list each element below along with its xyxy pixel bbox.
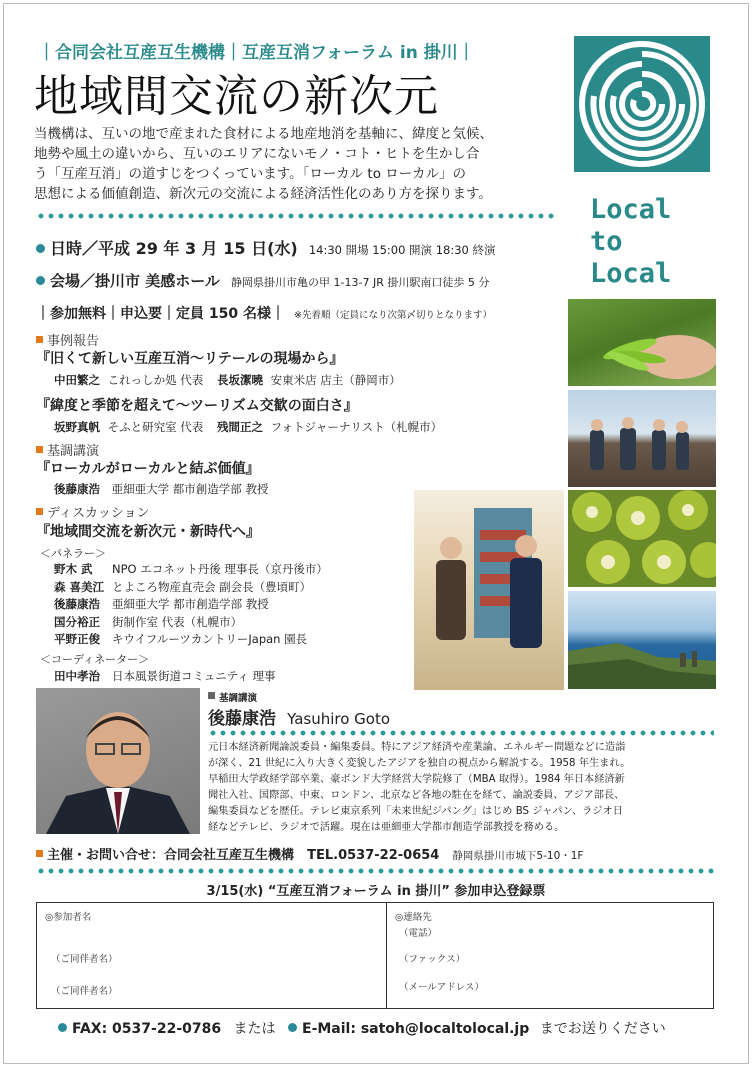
speaker-name: 森 喜美江 <box>54 579 105 594</box>
section-label: ディスカッション <box>47 506 150 521</box>
keynote-title: 『ローカルがローカルと結ぶ価値』 <box>36 461 260 477</box>
square-bullet-icon <box>36 850 43 857</box>
case1-title: 『旧くて新しい互産互消〜リテールの現場から』 <box>36 351 344 367</box>
bio-line: が深く、21 世紀に入り大きく変貌したアジアを独自の視点から解説する。1958 年生まれ。 <box>208 758 631 769</box>
panel-heading <box>36 502 150 521</box>
logo-wordmark <box>590 194 671 290</box>
speaker-name: 長坂潔曉 <box>216 373 263 387</box>
bio-line: 聞社入社、国際部、中東、ロンドン、北京など各地の駐在を経て、論説委員、アジア部長、 <box>208 790 625 801</box>
local-to-local-logo <box>572 34 712 174</box>
speaker-name: 後藤康浩 <box>54 482 100 496</box>
email-label: （メールアドレス） <box>399 982 485 993</box>
form-left-column <box>37 903 387 1008</box>
hand-with-leaves-image <box>568 299 716 386</box>
kiwi-photo <box>568 490 716 587</box>
venue-label: 会場／掛川市 美感ホール <box>50 272 220 290</box>
speaker-role: 亜細亜大学 都市創造学部 教授 <box>111 482 269 496</box>
speaker-role: 亜細亜大学 都市創造学部 教授 <box>112 597 269 612</box>
organizer-address: 静岡県掛川市城下5-10・1F <box>452 850 584 862</box>
bio-line: 元日本経済新聞論説委員・編集委員。特にアジア経済や産業論、エネルギー問題などに造詣 <box>208 742 626 753</box>
square-bullet-icon <box>36 446 43 453</box>
case-heading <box>36 330 99 349</box>
logo-line: Local <box>590 258 672 289</box>
coast-photo <box>568 591 716 689</box>
phone-label: （電話） <box>399 928 438 939</box>
profile-label-text: 基調講演 <box>219 693 258 704</box>
profile-label <box>208 690 257 704</box>
dotted-divider <box>208 730 714 736</box>
keynote-speaker <box>54 481 268 497</box>
case2-speakers <box>54 419 442 435</box>
panelist-list <box>54 561 328 649</box>
coordinator-label: ＜コーディネーター＞ <box>40 653 150 666</box>
square-bullet-icon <box>36 336 43 343</box>
footer-contact <box>58 1018 666 1038</box>
speaker-role: そふと研究室 代表 <box>107 420 204 434</box>
page-title: 地域間交流の新次元 <box>34 71 439 122</box>
sliced-kiwi-image <box>568 490 716 587</box>
portrait-image <box>36 688 200 834</box>
logo-line: to <box>590 226 623 257</box>
speaker-role: 安東米店 店主（静岡市） <box>270 373 401 387</box>
keynote-heading <box>36 440 99 459</box>
speaker-role: 街制作室 代表（札幌市） <box>112 614 243 629</box>
speaker-name: 坂野真帆 <box>54 420 100 434</box>
coastline-cliffs-image <box>568 591 716 689</box>
square-bullet-icon <box>36 508 43 515</box>
bio-line: 編集委員などを歴任。テレビ東京系列「未来世紀ジパング」はじめ BS ジャパン、ラジオ日 <box>208 806 623 817</box>
fax-label: （ファックス） <box>399 954 466 965</box>
two-men-in-shop-image <box>414 490 564 690</box>
speaker-role: NPO エコネット丹後 理事長（京丹後市） <box>112 562 328 576</box>
speaker-role: 日本風景街道コミュニティ 理事 <box>112 669 276 683</box>
intro-line: 地勢や風土の違いから、互いのエリアにないモノ・コト・ヒトを生かし合 <box>34 146 480 162</box>
organizer-label: 主催・お問い合せ：合同会社互産互生機構 <box>47 848 295 863</box>
speaker-name: 中田繁之 <box>54 373 100 387</box>
form-right-column <box>387 903 715 1008</box>
header-subtitle: ｜合同会社互産互生機構｜互産互消フォーラム in 掛川｜ <box>38 43 475 63</box>
speaker-portrait-photo <box>36 688 200 834</box>
venue-address: 静岡県掛川市亀の甲 1-13-7 JR 掛川駅南口徒歩 5 分 <box>231 276 490 289</box>
dotted-divider <box>36 868 716 874</box>
speaker-name: 野木 武 <box>54 562 93 576</box>
speaker-role: フォトジャーナリスト（札幌市） <box>270 420 443 434</box>
dotted-divider <box>36 213 556 219</box>
intro-line: 思想による価値創造、新次元の交流による経済活性化のあり方を探ります。 <box>34 186 492 202</box>
profile-name-en: Yasuhiro Goto <box>287 710 391 728</box>
case1-speakers <box>54 372 401 388</box>
panelists-label: ＜パネラー＞ <box>40 547 106 560</box>
organizer-tel: TEL.0537-22-0654 <box>307 848 440 863</box>
bio-line: 経などテレビ、ラジオで活躍。現在は亜細亜大学都市創造学部教授を務める。 <box>208 822 565 833</box>
speaker-name: 残間正之 <box>216 420 263 434</box>
spiral-logo-icon <box>572 34 712 174</box>
bullet-icon <box>58 1023 67 1032</box>
fee-info <box>36 303 492 323</box>
profile-name-ja: 後藤康浩 <box>208 709 276 729</box>
footer-or: または <box>233 1021 276 1037</box>
footer-tail: までお送りください <box>539 1021 666 1037</box>
shop-photo <box>414 490 564 690</box>
fee-note: ※先着順（定員になり次第〆切りとなります） <box>294 310 493 321</box>
section-label: 基調講演 <box>47 444 100 459</box>
panelist-row <box>54 614 328 632</box>
tea-leaves-photo <box>568 299 716 386</box>
speaker-name: 後藤康浩 <box>54 597 100 612</box>
event-date <box>36 236 496 259</box>
date-label: 日時／平成 29 年 3 月 15 日(水) <box>50 239 298 258</box>
bullet-icon <box>288 1023 297 1032</box>
panelist-row <box>54 596 328 614</box>
coordinator-row <box>54 668 276 684</box>
footer-email: E-Mail: satoh@localtolocal.jp <box>302 1021 530 1037</box>
form-title: 3/15(水) “互産互消フォーラム in 掛川” 参加申込登録票 <box>206 884 546 899</box>
companion-name-label: （ご同伴者名） <box>51 986 118 997</box>
panelist-row <box>54 631 328 649</box>
profile-name <box>208 704 390 729</box>
participant-name-label: ◎参加者名 <box>45 912 92 923</box>
logo-line: Local <box>590 194 672 225</box>
event-venue <box>36 270 489 291</box>
registration-form <box>36 902 714 1009</box>
speaker-role: とよころ物産直売会 副会長（豊頃町） <box>112 579 312 594</box>
panel-title: 『地域間交流を新次元・新時代へ』 <box>36 524 260 540</box>
square-bullet-icon <box>208 692 215 699</box>
bio-line: 早稲田大学政経学部卒業、豪ボンド大学経営大学院修了（MBA 取得）。1984 年日本経済新 <box>208 774 625 785</box>
people-in-field-image <box>568 390 716 487</box>
companion-name-label: （ご同伴者名） <box>51 954 118 965</box>
panelist-row <box>54 579 328 597</box>
profile-bio <box>208 740 716 836</box>
speaker-name: 平野正俊 <box>54 632 100 647</box>
case2-title: 『緯度と季節を超えて〜ツーリズム交歓の面白さ』 <box>36 398 358 414</box>
speaker-role: これっしか処 代表 <box>107 373 204 387</box>
speaker-role: キウイフルーツカントリーJapan 園長 <box>112 632 308 647</box>
contact-label: ◎連絡先 <box>395 912 432 923</box>
intro-line: う「互産互消」の道すじをつくっています。「ローカル to ローカル」の <box>34 166 466 182</box>
panelist-row <box>54 561 328 579</box>
footer-fax: FAX: 0537-22-0786 <box>72 1021 222 1037</box>
speaker-name: 国分裕正 <box>54 614 100 629</box>
section-label: 事例報告 <box>47 334 100 349</box>
speaker-name: 田中孝治 <box>54 669 100 683</box>
bullet-icon <box>36 244 45 253</box>
group-field-photo <box>568 390 716 487</box>
intro-text <box>34 124 564 204</box>
date-times: 14:30 開場 15:00 開演 18:30 終演 <box>308 243 496 257</box>
organizer-info <box>36 844 583 863</box>
fee-line: ｜参加無料｜申込要｜定員 150 名様｜ <box>36 306 285 322</box>
bullet-icon <box>36 276 45 285</box>
intro-line: 当機構は、互いの地で産まれた食材による地産地消を基軸に、緯度と気候、 <box>34 126 493 142</box>
